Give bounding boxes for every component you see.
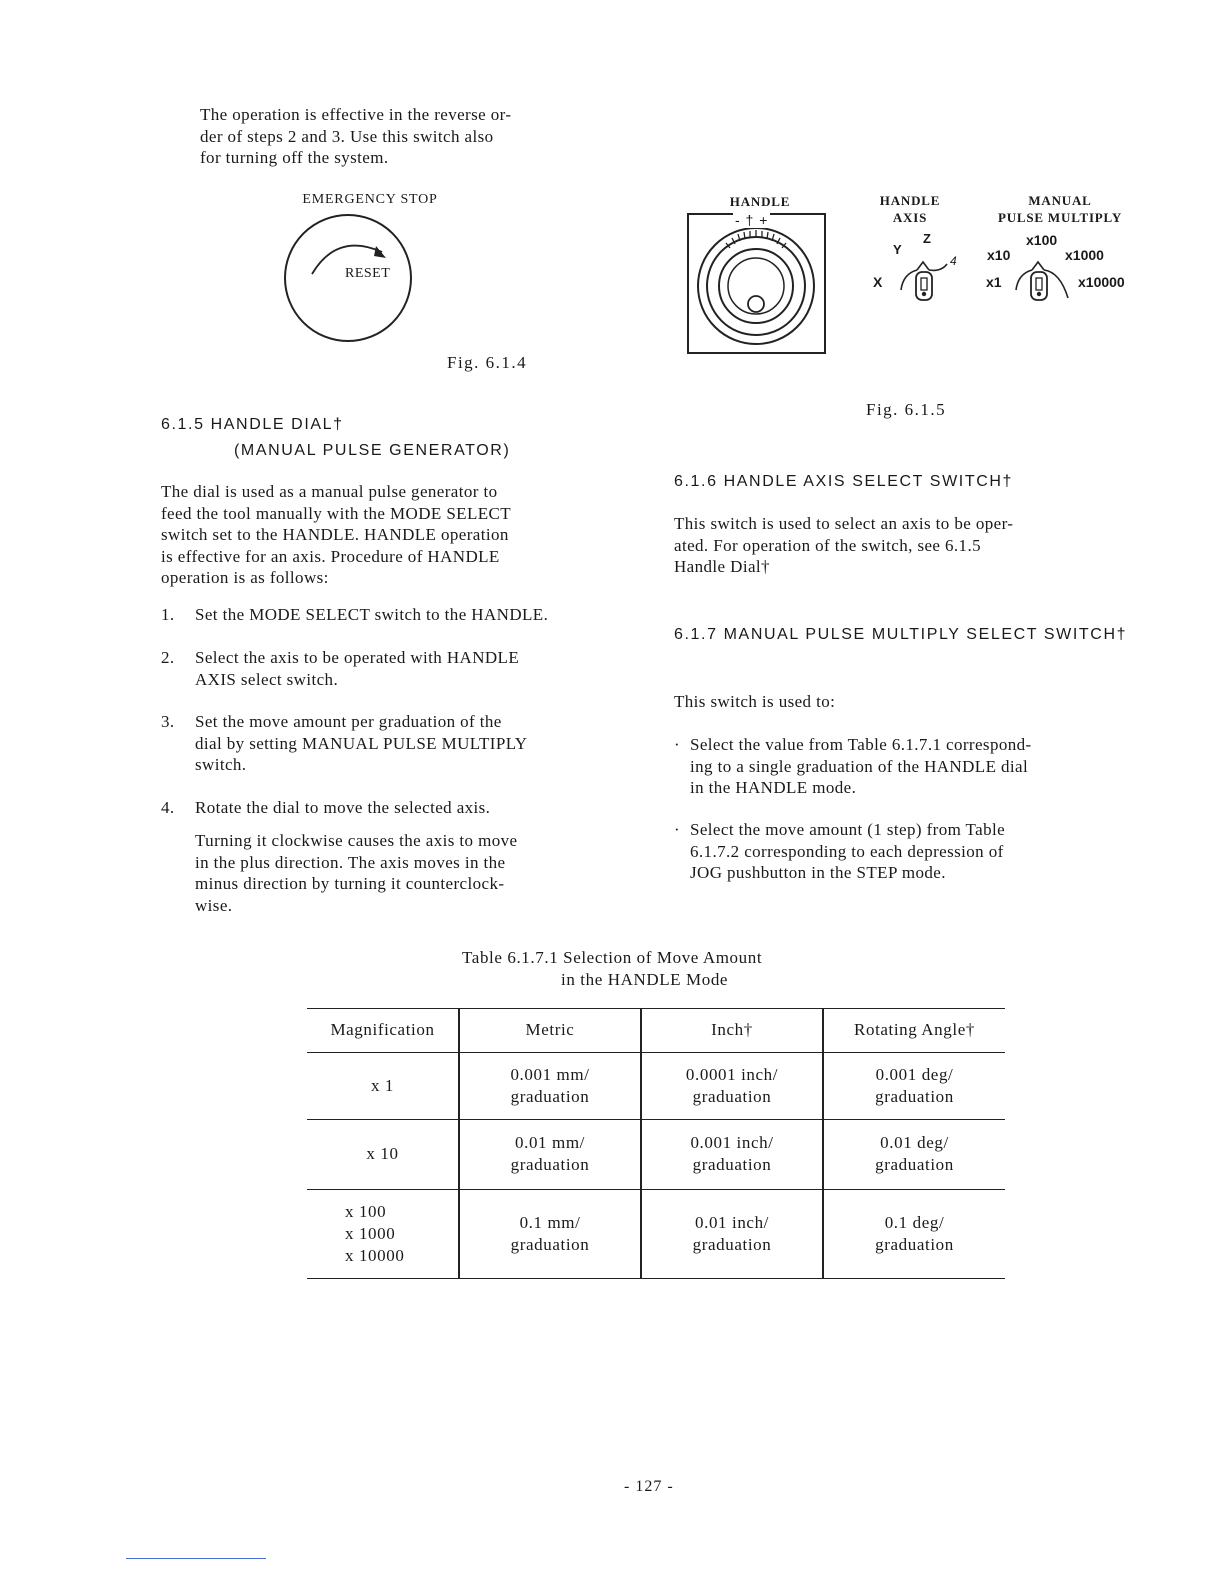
step-number: 1. [161, 605, 175, 624]
table-row [307, 1119, 1005, 1189]
pulse-x1000-label: x1000 [1065, 247, 1104, 263]
sec615-body-line: is effective for an axis. Procedure of HANDLE [161, 546, 500, 566]
cell-line: 0.001 mm/ [510, 1064, 590, 1084]
table-cell-metric [459, 1052, 641, 1119]
table-header-row [307, 1009, 1005, 1052]
move-amount-table [307, 1008, 1005, 1279]
bullet-line: ing to a single graduation of the HANDLE dial [690, 756, 1029, 776]
intro-line: The operation is effective in the reverse or- [200, 105, 512, 124]
sec616-body [674, 513, 1154, 578]
pulse-multiply-label-line: MANUAL [1028, 193, 1092, 208]
pulse-x10-label: x10 [987, 247, 1011, 263]
bullet-line: Select the move amount (1 step) from Table [690, 820, 1006, 839]
cell-line: 0.01 inch/ [695, 1212, 769, 1232]
sec616-body-line: Handle Dial† [674, 557, 770, 576]
axis-x-label: X [873, 274, 883, 290]
axis-y-label: Y [893, 242, 902, 257]
bullet-mark: · [674, 820, 681, 839]
cell-line: graduation [875, 1086, 954, 1106]
fig614-caption: Fig. 6.1.4 [447, 353, 528, 372]
reset-label: RESET [345, 266, 391, 281]
sec615-heading-number [161, 416, 344, 434]
table-cell-magnification [307, 1189, 459, 1278]
table-row [307, 1189, 1005, 1278]
handle-dial-diagram [686, 212, 828, 356]
emergency-stop-label: EMERGENCY STOP [302, 192, 438, 207]
intro-paragraph [200, 104, 640, 169]
bullet-line: in the HANDLE mode. [690, 778, 857, 797]
footer-rule [126, 1558, 266, 1559]
step-text: switch. [195, 755, 247, 774]
table-cell-angle [823, 1189, 1005, 1278]
table-header-cell: Metric [459, 1009, 641, 1052]
handle-axis-label-line: AXIS [892, 210, 928, 225]
table-cell-inch [641, 1052, 823, 1119]
cell-line: graduation [692, 1234, 772, 1254]
handle-axis-label [870, 193, 950, 226]
sec615-body-line: The dial is used as a manual pulse generator to [161, 482, 498, 501]
bullet-line: Select the value from Table 6.1.7.1 correspond- [690, 735, 1032, 754]
handle-dial-middle-ring [707, 237, 805, 335]
cell-line: x 10 [366, 1144, 399, 1163]
step-text: dial by setting MANUAL PULSE MULTIPLY [195, 733, 528, 753]
sec615-heading: 6.1.5 HANDLE DIAL† [161, 416, 344, 433]
table-header-cell: Inch† [641, 1009, 823, 1052]
sec616-body-line: This switch is used to select an axis to be oper- [674, 514, 1014, 533]
bullet-line: JOG pushbutton in the STEP mode. [690, 863, 946, 882]
cell-line: graduation [510, 1086, 590, 1106]
sec617-intro: This switch is used to: [674, 692, 836, 711]
cell-line: graduation [510, 1155, 590, 1174]
table-caption-line: Table 6.1.7.1 Selection of Move Amount [462, 948, 763, 967]
handle-axis-switch-icon [895, 252, 955, 310]
step-number: 3. [161, 712, 175, 731]
step4-note-line: wise. [195, 895, 233, 915]
cell-line: graduation [692, 1086, 772, 1106]
sec615-subheading: (MANUAL PULSE GENERATOR) [234, 442, 511, 459]
table-caption-line: in the HANDLE Mode [561, 970, 729, 989]
table-cell-metric [459, 1189, 641, 1278]
table-cell-angle [823, 1119, 1005, 1189]
arrow-head-icon [374, 246, 386, 258]
cell-line: x 1 [370, 1075, 395, 1095]
table-cell-metric [459, 1119, 641, 1189]
sec615-body [161, 481, 631, 589]
cell-line: 0.001 deg/ [875, 1064, 954, 1084]
cell-line: 0.1 mm/ [519, 1212, 581, 1232]
table-caption [462, 947, 882, 991]
step-text: Set the move amount per graduation of the [195, 712, 502, 731]
handle-crank-knob-icon [748, 296, 764, 312]
cell-line: 0.0001 inch/ [685, 1064, 779, 1084]
step4-note-line: Turning it clockwise causes the axis to move [195, 831, 518, 850]
sec617-heading: 6.1.7 MANUAL PULSE MULTIPLY SELECT SWITCH† [674, 626, 1128, 643]
pulse-multiply-label-line: PULSE MULTIPLY [997, 210, 1123, 225]
cell-line: 0.01 deg/ [880, 1133, 949, 1152]
sec617-bullet [674, 819, 1164, 884]
cell-line: graduation [510, 1234, 590, 1254]
handle-label: HANDLE [729, 194, 791, 209]
axis-z-label: Z [923, 231, 931, 246]
step-text: Select the axis to be operated with HANDLE [195, 648, 520, 667]
step-number: 4. [161, 798, 175, 817]
step-text: Rotate the dial to move the selected axis. [195, 798, 491, 817]
sec615-body-line: feed the tool manually with the MODE SELECT [161, 503, 512, 523]
step4-note-line: in the plus direction. The axis moves in the [195, 852, 506, 872]
pulse-x10000-label: x10000 [1078, 274, 1125, 290]
handle-axis-label-line: HANDLE [879, 193, 941, 208]
step4-note-line: minus direction by turning it counterclock- [195, 874, 505, 893]
table-cell-magnification [307, 1052, 459, 1119]
handle-dial-hub [728, 258, 784, 314]
fig615-caption: Fig. 6.1.5 [866, 400, 947, 419]
sec616-body-line: ated. For operation of the switch, see 6.1.5 [674, 535, 981, 555]
move-amount-table-grid [307, 1009, 1005, 1279]
bullet-line: 6.1.7.2 corresponding to each depression of [690, 841, 1004, 861]
table-cell-inch [641, 1189, 823, 1278]
sec617-bullet [674, 734, 1164, 799]
cell-line: 0.01 mm/ [515, 1133, 585, 1152]
page-number: - 127 - [624, 1478, 674, 1495]
intro-line: der of steps 2 and 3. Use this switch also [200, 126, 494, 146]
table-header-cell: Rotating Angle† [823, 1009, 1005, 1052]
step4-note [195, 830, 635, 916]
table-row [307, 1052, 1005, 1119]
step-text: AXIS select switch. [195, 669, 339, 689]
cell-line: graduation [875, 1234, 954, 1254]
table-header-cell: Magnification [307, 1009, 459, 1052]
axis-4-label: 4 [950, 254, 957, 268]
handle-dial-outer-ring [698, 228, 814, 344]
handle-dial-marks: - † + [735, 212, 769, 228]
bullet-mark: · [674, 735, 681, 754]
pulse-multiply-label [980, 193, 1140, 226]
intro-line: for turning off the system. [200, 148, 389, 167]
cell-line: graduation [692, 1155, 772, 1174]
cell-line: 0.001 inch/ [690, 1133, 774, 1152]
pulse-x100-label: x100 [1026, 232, 1058, 248]
sec616-heading: 6.1.6 HANDLE AXIS SELECT SWITCH† [674, 473, 1014, 490]
table-cell-inch [641, 1119, 823, 1189]
step-number: 2. [161, 648, 175, 667]
sec615-body-line: switch set to the HANDLE. HANDLE operation [161, 525, 509, 544]
cell-line: x 1000 [345, 1223, 396, 1243]
cell-line: x 100 [345, 1201, 387, 1221]
cell-line: x 10000 [345, 1245, 405, 1265]
cell-line: 0.1 deg/ [884, 1212, 945, 1232]
sec615-body-line: operation is as follows: [161, 568, 329, 587]
table-cell-angle [823, 1052, 1005, 1119]
step-text: Set the MODE SELECT switch to the HANDLE. [195, 605, 549, 624]
pulse-x1-label: x1 [986, 274, 1002, 290]
cell-line: graduation [875, 1155, 954, 1174]
table-cell-magnification [307, 1119, 459, 1189]
